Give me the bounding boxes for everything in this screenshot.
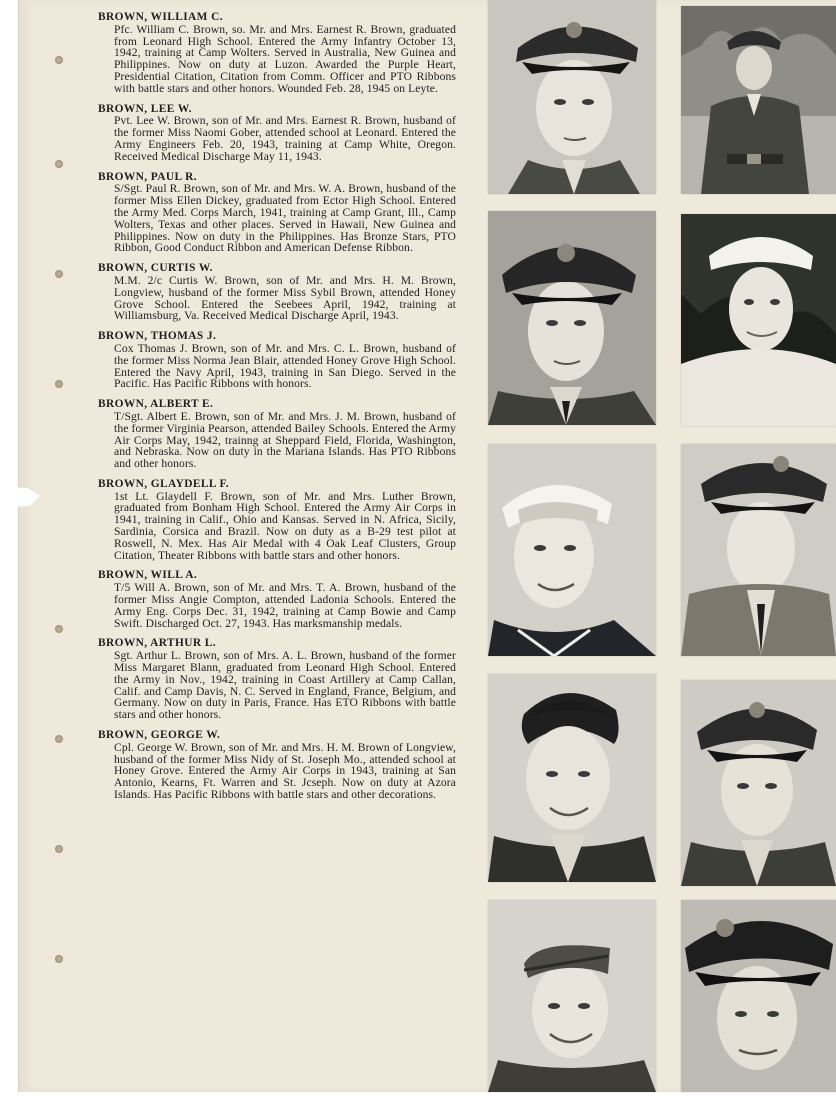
biography-entry: [98, 730, 456, 801]
entry-name: BROWN, ARTHUR L.: [98, 637, 217, 650]
biography-entry: [98, 570, 456, 629]
biography-entry: [98, 12, 456, 95]
portrait-photo: [488, 0, 656, 194]
portrait-grid: [488, 0, 836, 1096]
binder-hole: [55, 625, 63, 633]
sailor-portrait-icon: [488, 444, 656, 656]
entry-name: BROWN, GEORGE W.: [98, 729, 221, 742]
entry-bio: 1st Lt. Glaydell F. Brown, son of Mr. and Mrs. Luther Brown, graduated from Bonham High School. Entered the Army Air Corps in 1941, training in Calif., Ohio and Kansas. Served in N. Africa, Sicily, Sardinia, Corsica and Brazil. Now on duty as a B-29 test pilot at Roswell, N. Mex. Has Air Medal with 4 Oak Leaf Clusters, Group Citation, Theater Ribbons with battle stars and other honors.: [114, 489, 456, 562]
entry-name: BROWN, WILL A.: [98, 569, 198, 582]
biography-entry: [98, 172, 456, 255]
soldier-standing-icon: [681, 6, 836, 194]
portrait-photo: [488, 444, 656, 656]
soldier-portrait-icon: [681, 444, 836, 656]
entry-name: BROWN, GLAYDELL F.: [98, 477, 230, 490]
soldier-portrait-icon: [488, 211, 656, 425]
portrait-photo: [488, 674, 656, 882]
portrait-photo: [488, 211, 656, 425]
binder-hole: [55, 380, 63, 388]
sailor-portrait-icon: [681, 214, 836, 426]
portrait-photo: [488, 900, 656, 1092]
entry-name: BROWN, PAUL R.: [98, 170, 198, 183]
portrait-photo: [681, 680, 836, 886]
biography-entry: [98, 638, 456, 721]
biography-column: [98, 12, 456, 810]
portrait-photo: [681, 6, 836, 194]
entry-name: BROWN, THOMAS J.: [98, 330, 217, 343]
soldier-portrait-icon: [681, 900, 836, 1092]
binder-hole: [55, 955, 63, 963]
biography-entry: [98, 263, 456, 322]
entry-bio: M.M. 2/c Curtis W. Brown, son of Mr. and Mrs. H. M. Brown, Longview, husband of the former Miss Sybil Brown, attended Honey Grove School. Entered the Seebees April, 1942, training at Williamsburg, Va. Received Medical Discharge April, 1943.: [114, 273, 456, 323]
binder-hole: [55, 160, 63, 168]
entry-name: BROWN, LEE W.: [98, 102, 192, 115]
biography-entry: [98, 104, 456, 163]
biography-entry: [98, 331, 456, 390]
binder-hole: [55, 270, 63, 278]
portrait-photo: [681, 214, 836, 426]
entry-bio: Cpl. George W. Brown, son of Mr. and Mrs. H. M. Brown of Longview, husband of the former Miss Nidy of St. Joseph Mo., attended school at Honey Grove. Entered the Army Air Corps in 1943, training at San Antonio, Kearns, Ft. Warren and St. Jcseph. Now on duty at Azora Islands. Has Pacific Ribbons with battle stars and other decorations.: [114, 740, 456, 802]
soldier-portrait-icon: [488, 900, 656, 1092]
entry-bio: Pfc. William C. Brown, so. Mr. and Mrs. Earnest R. Brown, graduated from Leonard High School. Entered the Army Infantry October 13, 1942, training at Camp Wolters. Served in Australia, New Guinea and Philippines. Now on duty at Luzon. Awarded the Purple Heart, Presidential Citation, Citation from Comm. Officer and PTO Ribbons with battle stars and other honors. Wounded Feb. 28, 1945 on Leyte.: [114, 22, 456, 95]
entry-name: BROWN, CURTIS W.: [98, 262, 213, 275]
entry-bio: T/5 Will A. Brown, son of Mr. and Mrs. T. A. Brown, husband of the former Miss Angie Compton, attended Ladonia Schools. Entered the Army Eng. Corps Dec. 31, 1942, training at Camp Bowie and Camp Swift. Discharged Oct. 27, 1943. Has marksmanship medals.: [114, 581, 456, 630]
binder-hole: [55, 845, 63, 853]
portrait-photo: [681, 900, 836, 1092]
binder-hole: [55, 735, 63, 743]
entry-name: BROWN, ALBERT E.: [98, 398, 214, 411]
entry-bio: S/Sgt. Paul R. Brown, son of Mr. and Mrs. W. A. Brown, husband of the former Miss Ellen Dickey, graduated from Ector High School. Entered the Army Med. Corps March, 1941, training at Camp Grant, Ill., Camp Wolters, Texas and other places. Served in Hawaii, New Guinea and Philippines. Now on duty in the Philippines. Has Bronze Stars, PTO Ribbon, Good Conduct Ribbon and American Defense Ribbon.: [114, 182, 456, 255]
entry-bio: Sgt. Arthur L. Brown, son of Mrs. A. L. Brown, husband of the former Miss Margaret Blann, graduated from Leonard High School. Entered the Army in Nov., 1942, training in Coast Artillery at Camp Callan, Calif. and Camp Davis, N. C. Served in England, France, Belgium, and Germany. Now on duty in Paris, France. Has ETO Ribbons with battle stars and other honors.: [114, 649, 456, 722]
portrait-photo: [681, 444, 836, 656]
binder-hole: [55, 56, 63, 64]
entry-bio: Pvt. Lee W. Brown, son of Mr. and Mrs. Earnest R. Brown, husband of the former Miss Naomi Gober, attended school at Leonard. Entered the Army Engineers Feb. 20, 1943, training at Camp White, Oregon. Received Medical Discharge May 11, 1943.: [114, 114, 456, 163]
entry-name: BROWN, WILLIAM C.: [98, 11, 223, 23]
soldier-portrait-icon: [488, 674, 656, 882]
entry-bio: T/Sgt. Albert E. Brown, son of Mr. and Mrs. J. M. Brown, husband of the former Virginia Pearson, attended Bailey Schools. Entered the Army Air Corps May, 1942, trainng at Sheppard Field, Florida, Washington, and Nebraska. Now on duty in the Mariana Islands. Has PTO Ribbons and other honors.: [114, 409, 456, 471]
soldier-portrait-icon: [681, 680, 836, 886]
soldier-portrait-icon: [488, 0, 656, 194]
biography-entry: [98, 479, 456, 562]
biography-entry: [98, 399, 456, 470]
entry-bio: Cox Thomas J. Brown, son of Mr. and Mrs. C. L. Brown, husband of the former Miss Norma Jean Blair, attended Honey Grove High School. Entered the Navy April, 1943, training in San Diego. Served in the Pacific. Has Pacific Ribbons with honors.: [114, 341, 456, 391]
